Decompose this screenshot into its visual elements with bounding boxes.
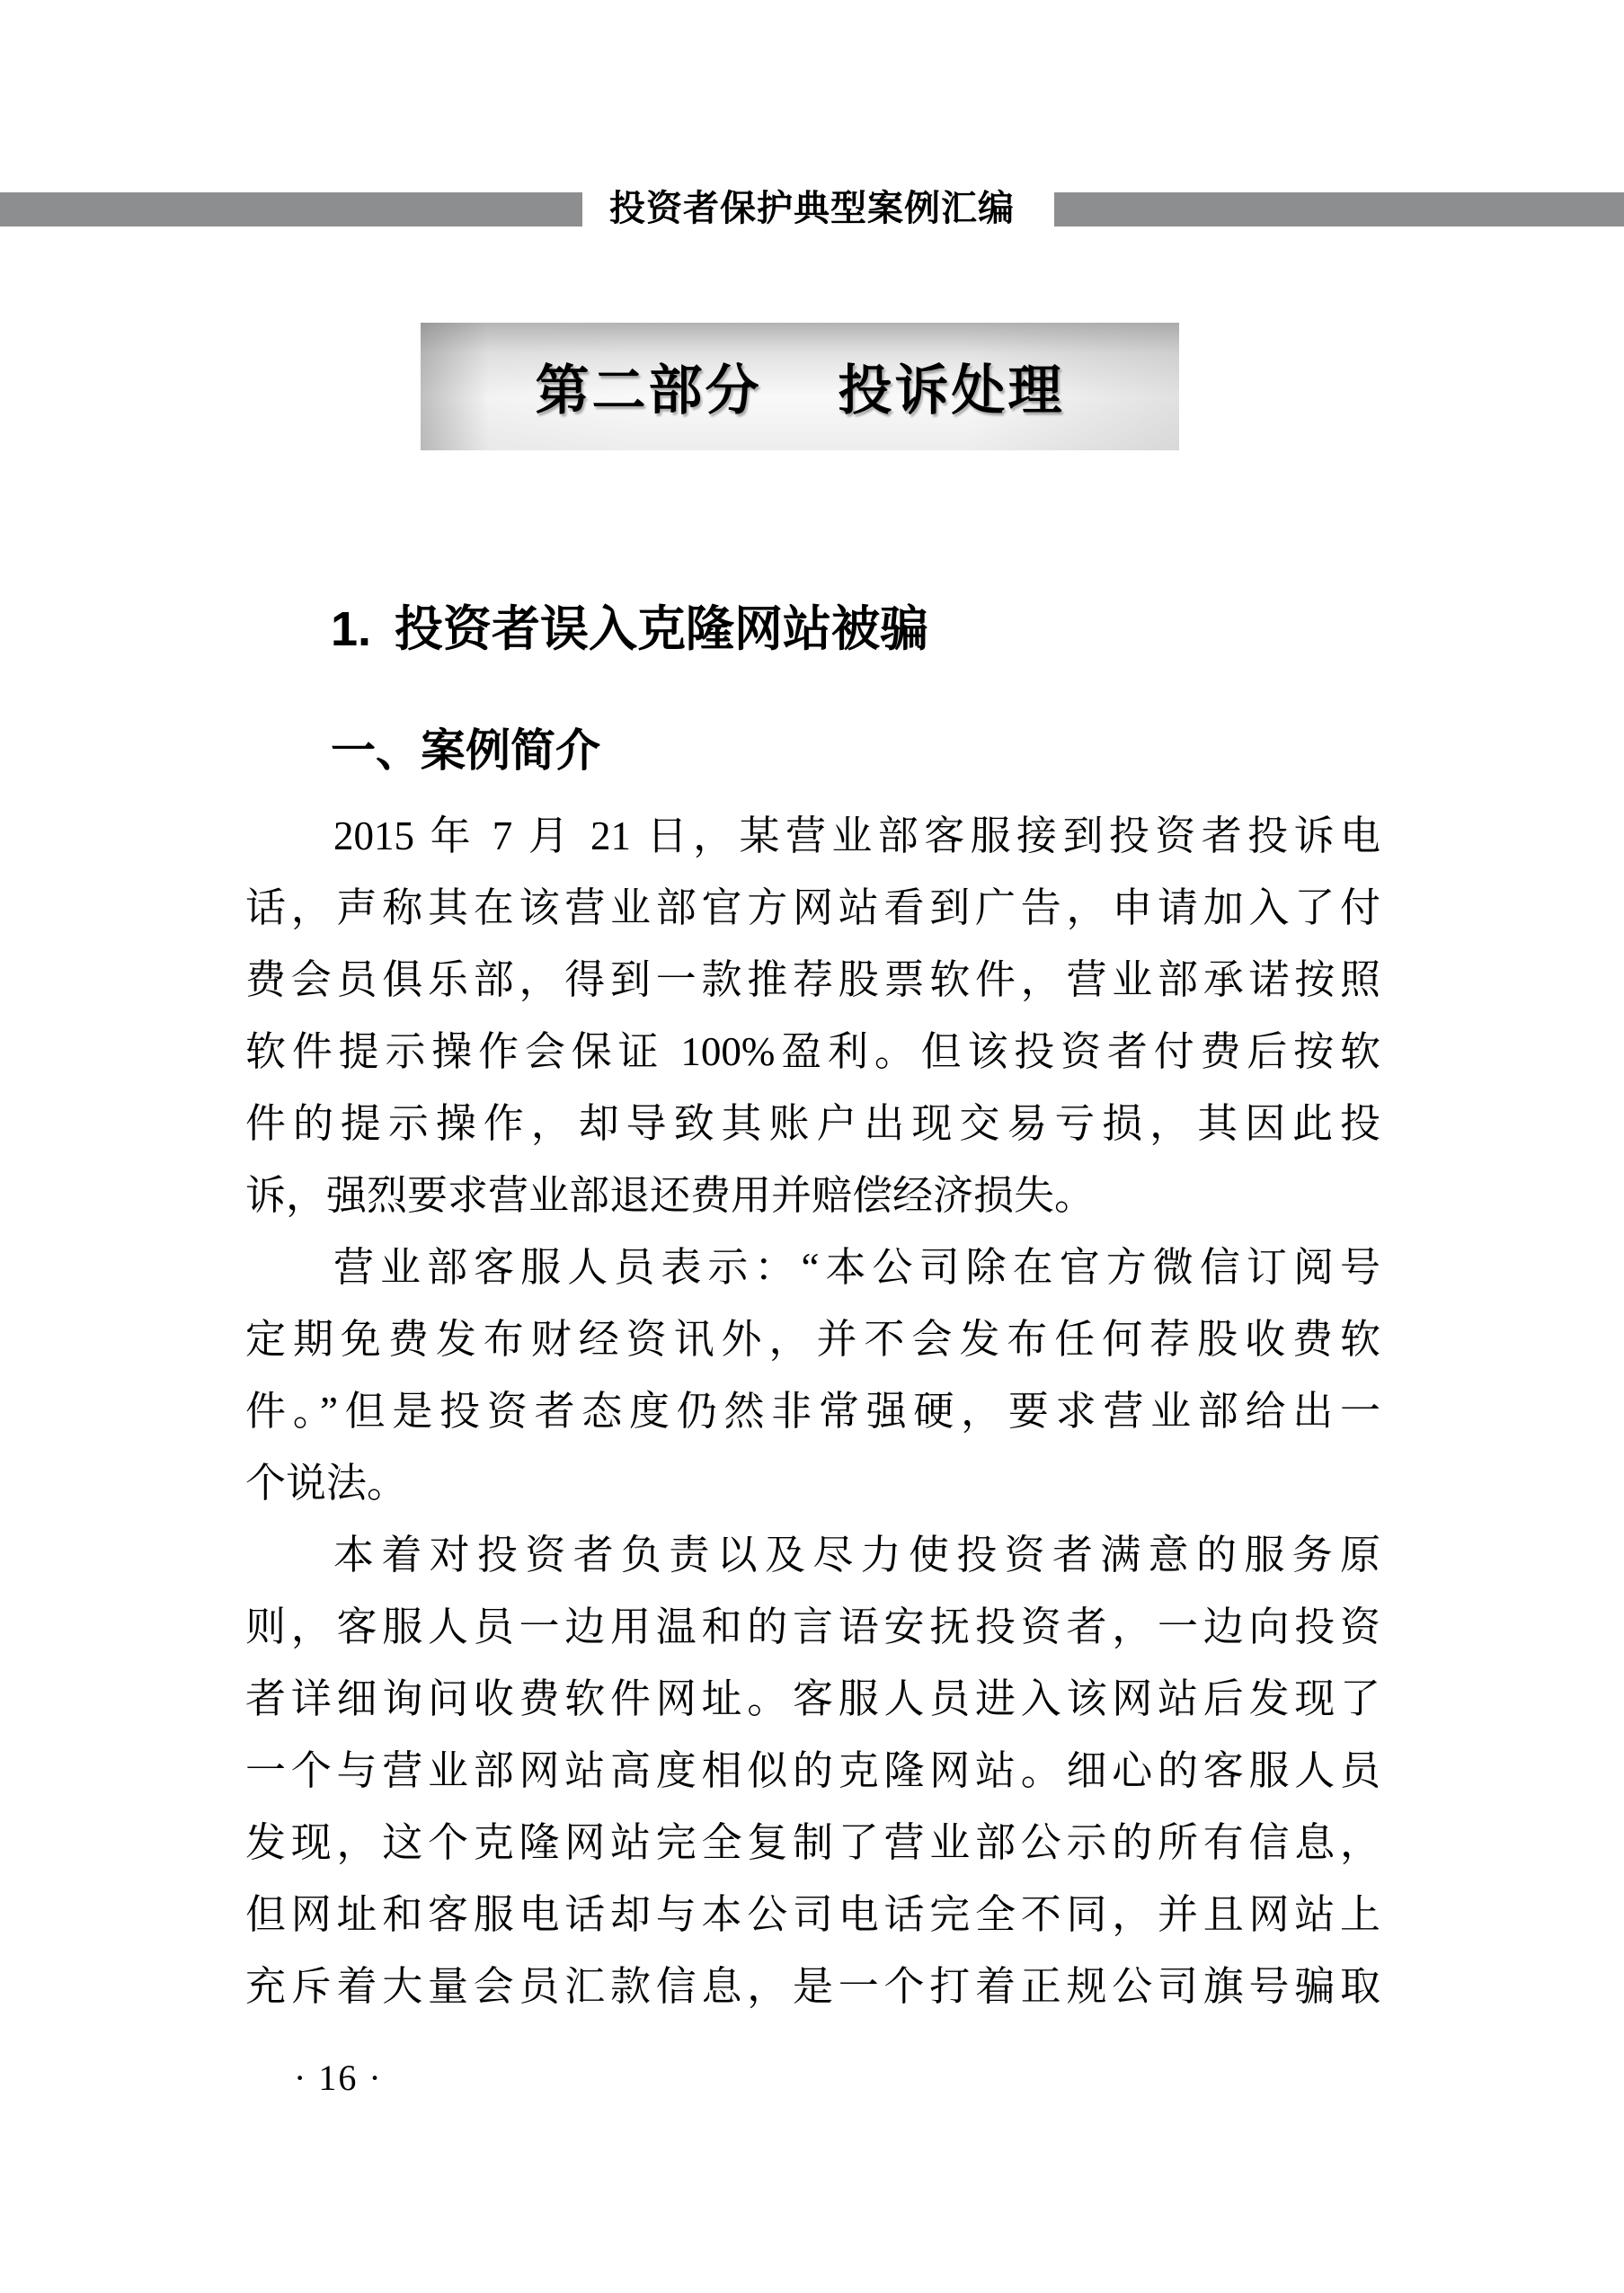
body-line: 2015 年 7 月 21 日，某营业部客服接到投资者投诉电 (333, 813, 1380, 858)
body-line: 定期免费发布财经资讯外，并不会发布任何荐股收费软 (245, 1317, 1380, 1362)
body-line: 发现，这个克隆网站完全复制了营业部公示的所有信息， (245, 1820, 1380, 1865)
section-heading (331, 603, 928, 655)
part-banner-label: 第二部分 (535, 361, 762, 421)
page-number: · 16 · (294, 2057, 383, 2098)
body-text (245, 800, 1380, 2022)
body-line: 话，声称其在该营业部官方网站看到广告，申请加入了付 (245, 885, 1380, 930)
part-banner (421, 323, 1179, 450)
section-title: 投资者误入克隆网站被骗 (395, 602, 929, 656)
section-number: 1. (331, 602, 372, 656)
body-line: 者详细询问收费软件网址。客服人员进入该网站后发现了 (245, 1676, 1380, 1721)
body-line: 费会员俱乐部，得到一款推荐股票软件，营业部承诺按照 (245, 957, 1380, 1002)
body-line: 但网址和客服电话却与本公司电话完全不同，并且网站上 (245, 1892, 1380, 1937)
subsection-heading: 一、案例简介 (331, 725, 600, 776)
body-line: 个说法。 (245, 1461, 408, 1506)
body-line: 诉，强烈要求营业部退还费用并赔偿经济损失。 (245, 1173, 1096, 1218)
part-banner-title: 投诉处理 (838, 361, 1065, 421)
body-line: 则，客服人员一边用温和的言语安抚投资者，一边向投资 (245, 1604, 1380, 1649)
header-rule-right (1054, 192, 1624, 227)
body-line: 软件提示操作会保证 100%盈利。但该投资者付费后按软 (245, 1029, 1380, 1074)
body-line: 充斥着大量会员汇款信息，是一个打着正规公司旗号骗取 (245, 1964, 1380, 2009)
body-line: 一个与营业部网站高度相似的克隆网站。细心的客服人员 (245, 1748, 1380, 1793)
body-line: 营业部客服人员表示：“本公司除在官方微信订阅号 (333, 1245, 1380, 1290)
body-line: 件的提示操作，却导致其账户出现交易亏损，其因此投 (245, 1101, 1380, 1146)
body-line: 件。”但是投资者态度仍然非常强硬，要求营业部给出一 (245, 1389, 1380, 1434)
running-head-title: 投资者保护典型案例汇编 (609, 189, 1015, 228)
body-line: 本着对投资者负责以及尽力使投资者满意的服务原 (333, 1533, 1380, 1578)
